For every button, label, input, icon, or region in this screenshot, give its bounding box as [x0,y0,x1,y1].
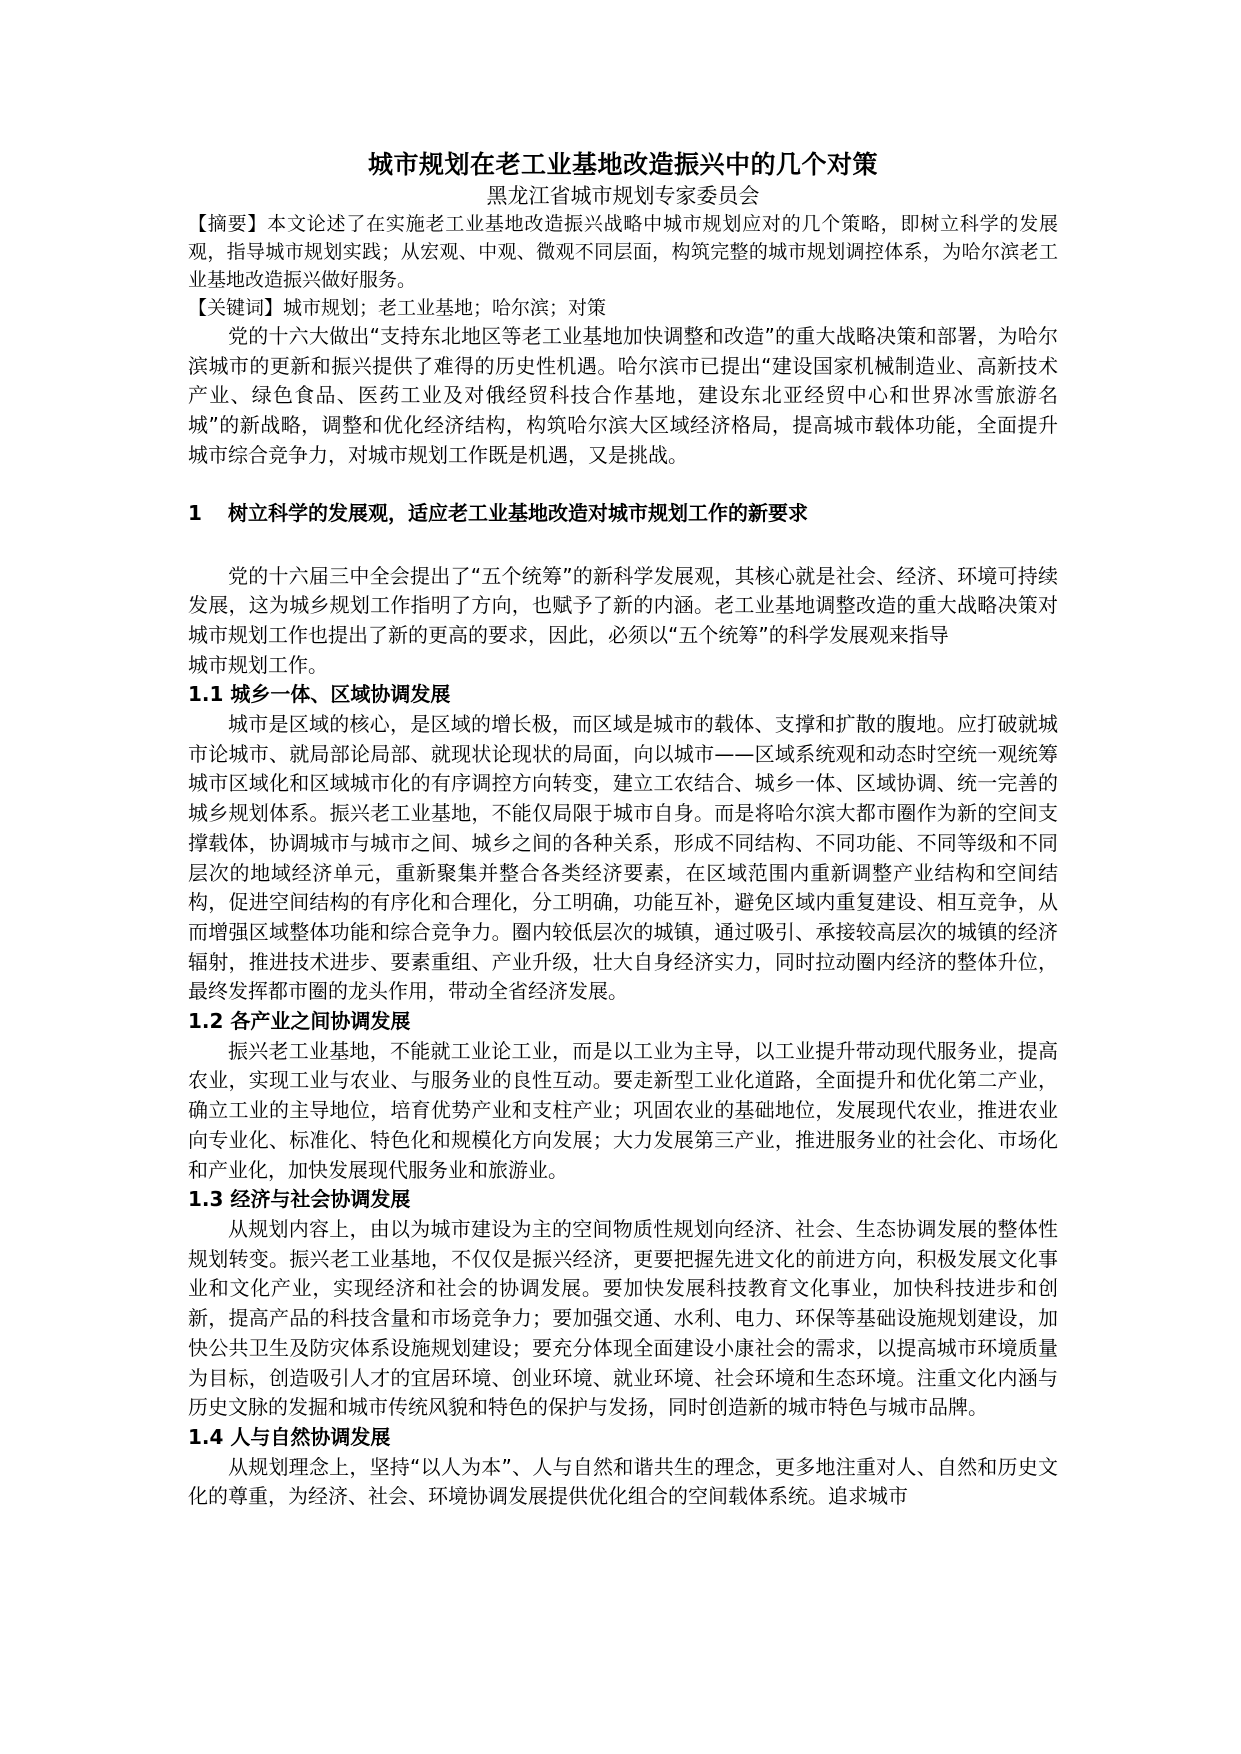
section-1-paragraph: 党的十六届三中全会提出了“五个统筹”的新科学发展观，其核心就是社会、经济、环境可持续发展，这为城乡规划工作指明了方向，也赋予了新的内涵。老工业基地调整改造的重大战略决策对城市规划工作也提出了新的更高的要求，因此，必须以“五个统筹”的科学发展观来指导 [188,563,1058,647]
section-1-paragraph-continued: 城市规划工作。 [188,652,328,677]
document-title: 城市规划在老工业基地改造振兴中的几个对策 [367,150,878,179]
subsection-1-2-paragraph: 振兴老工业基地，不能就工业论工业，而是以工业为主导，以工业提升带动现代服务业，提高农业，实现工业与农业、与服务业的良性互动。要走新型工业化道路，全面提升和优化第二产业，确立工业的主导地位，培育优势产业和支柱产业；巩固农业的基础地位，发展现代农业，推进农业向专业化、标准化、特色化和规模化方向发展；大力发展第三产业，推进服务业的社会化、市场化和产业化，加快发展现代服务业和旅游业。 [188,1038,1058,1182]
subsection-1-4-heading: 1.4 人与自然协调发展 [188,1424,391,1449]
subsection-1-2-heading: 1.2 各产业之间协调发展 [188,1009,411,1034]
author-line: 黑龙江省城市规划专家委员会 [486,184,760,208]
section-1-title: 树立科学的发展观，适应老工业基地改造对城市规划工作的新要求 [228,500,808,525]
subsection-1-4-paragraph: 从规划理念上，坚持“以人为本”、人与自然和谐共生的理念，更多地注重对人、自然和历史文化的尊重，为经济、社会、环境协调发展提供优化组合的空间载体系统。追求城市 [188,1454,1058,1509]
subsection-1-1-paragraph: 城市是区域的核心，是区域的增长极，而区域是城市的载体、支撑和扩散的腹地。应打破就城市论城市、就局部论局部、就现状论现状的局面，向以城市——区域系统观和动态时空统一观统筹城市区域化和区域城市化的有序调控方向转变，建立工农结合、城乡一体、区域协调、统一完善的城乡规划体系。振兴老工业基地，不能仅局限于城市自身。而是将哈尔滨大都市圈作为新的空间支撑载体，协调城市与城市之间、城乡之间的各种关系，形成不同结构、不同功能、不同等级和不同层次的地域经济单元，重新聚集并整合各类经济要素，在区域范围内重新调整产业结构和空间结构，促进空间结构的有序化和合理化，分工明确，功能互补，避免区域内重复建设、相互竞争，从而增强区域整体功能和综合竞争力。圈内较低层次的城镇，通过吸引、承接较高层次的城镇的经济辐射，推进技术进步、要素重组、产业升级，壮大自身经济实力，同时拉动圈内经济的整体升位，最终发挥都市圈的龙头作用，带动全省经济发展。 [188,712,1058,1004]
abstract: 【摘要】本文论述了在实施老工业基地改造振兴战略中城市规划应对的几个策略，即树立科学的发展观，指导城市规划实践；从宏观、中观、微观不同层面，构筑完整的城市规划调控体系，为哈尔滨老工业基地改造振兴做好服务。 [188,213,1058,291]
document-body [188,148,1058,1512]
subsection-1-3-paragraph: 从规划内容上，由以为城市建设为主的空间物质性规划向经济、社会、生态协调发展的整体性规划转变。振兴老工业基地，不仅仅是振兴经济，更要把握先进文化的前进方向，积极发展文化事业和文化产业，实现经济和社会的协调发展。要加快发展科技教育文化事业，加快科技进步和创新，提高产品的科技含量和市场竞争力；要加强交通、水利、电力、环保等基础设施规划建设，加快公共卫生及防灾体系设施规划建设；要充分体现全面建设小康社会的需求，以提高城市环境质量为目标，创造吸引人才的宜居环境、创业环境、就业环境、社会环境和生态环境。注重文化内涵与历史文脉的发掘和城市传统风貌和特色的保护与发扬，同时创造新的城市特色与城市品牌。 [188,1216,1058,1420]
intro-paragraph: 党的十六大做出“支持东北地区等老工业基地加快调整和改造”的重大战略决策和部署，为哈尔滨城市的更新和振兴提供了难得的历史性机遇。哈尔滨市已提出“建设国家机械制造业、高新技术产业、绿色食品、医药工业及对俄经贸科技合作基地，建设东北亚经贸中心和世界冰雪旅游名城”的新战略，调整和优化经济结构，构筑哈尔滨大区域经济格局，提高城市载体功能，全面提升城市综合竞争力，对城市规划工作既是机遇，又是挑战。 [188,324,1058,467]
section-1-heading [188,498,1058,528]
section-1-number: 1 [188,500,202,525]
keywords: 【关键词】城市规划；老工业基地；哈尔滨；对策 [188,297,607,319]
subsection-1-3-heading: 1.3 经济与社会协调发展 [188,1187,411,1212]
subsection-1-1-heading: 1.1 城乡一体、区域协调发展 [188,682,451,707]
